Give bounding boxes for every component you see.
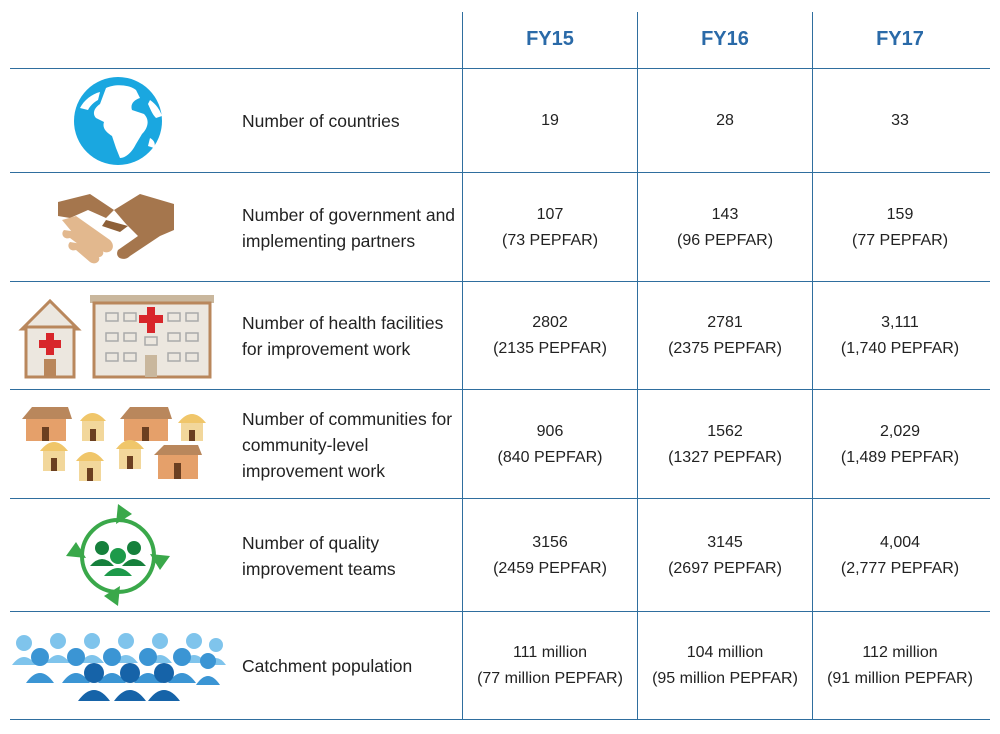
cell-subvalue: (1327 PEPFAR) xyxy=(668,448,782,466)
cell-value: 2802 xyxy=(532,314,568,331)
table-rule xyxy=(10,719,990,720)
cell-subvalue: (1,489 PEPFAR) xyxy=(840,448,960,466)
table-cell xyxy=(813,70,987,172)
table-cell xyxy=(813,174,987,281)
table-cell xyxy=(638,283,812,389)
table-cell xyxy=(463,613,637,719)
table-rule xyxy=(10,389,990,390)
cell-subvalue: (2697 PEPFAR) xyxy=(668,559,782,577)
cell-value: 19 xyxy=(541,112,559,129)
cell-value: 2781 xyxy=(707,314,743,331)
row-label: Number of quality improvement teams xyxy=(242,532,396,579)
cell-subvalue: (1,740 PEPFAR) xyxy=(840,340,960,357)
cell-subvalue: (2,777 PEPFAR) xyxy=(840,559,960,577)
cell-subvalue: (91 million PEPFAR) xyxy=(827,670,973,687)
cell-value: 3156 xyxy=(532,533,568,551)
table-rule xyxy=(10,611,990,612)
table-cell xyxy=(638,500,812,611)
table-cell xyxy=(463,391,637,498)
row-label: Catchment population xyxy=(242,656,413,676)
cell-value: 143 xyxy=(711,205,739,223)
cell-value: 111 million xyxy=(512,644,588,661)
cell-subvalue: (2375 PEPFAR) xyxy=(668,340,782,357)
cell-subvalue: (96 PEPFAR) xyxy=(676,231,774,249)
cell-value: 28 xyxy=(716,112,734,129)
health-facility-icon xyxy=(10,293,228,381)
cell-value: 107 xyxy=(536,205,564,223)
globe-icon xyxy=(10,74,228,168)
cell-value: 112 million xyxy=(862,644,938,661)
table-cell xyxy=(813,283,987,389)
table-row xyxy=(10,283,990,389)
cell-subvalue: (840 PEPFAR) xyxy=(497,448,603,466)
cell-value: 3145 xyxy=(707,533,743,551)
table-cell xyxy=(638,70,812,172)
table-row xyxy=(10,613,990,719)
table-rule xyxy=(10,172,990,173)
cell-value: 1562 xyxy=(707,422,743,440)
cell-subvalue: (2135 PEPFAR) xyxy=(493,340,607,357)
table-rule xyxy=(10,498,990,499)
table-rule xyxy=(10,281,990,282)
cell-value: 104 million xyxy=(686,644,764,661)
row-label: Number of communities for community-level improvement work xyxy=(242,408,453,481)
cell-value: 3,111 xyxy=(881,314,919,331)
cell-value: 2,029 xyxy=(879,422,921,440)
cell-subvalue: (77 million PEPFAR) xyxy=(477,670,623,687)
table-cell xyxy=(638,174,812,281)
table-cell xyxy=(813,613,987,719)
table-rule xyxy=(10,68,990,69)
cell-value: 4,004 xyxy=(879,533,921,551)
column-header-fy17: FY17 xyxy=(876,28,924,50)
cell-subvalue: (95 million PEPFAR) xyxy=(652,670,798,687)
crowd-icon xyxy=(10,631,228,701)
table-cell xyxy=(463,283,637,389)
column-header-fy16: FY16 xyxy=(701,28,749,50)
table-row xyxy=(10,174,990,281)
cell-value: 33 xyxy=(891,112,909,129)
column-header-fy15: FY15 xyxy=(526,28,574,50)
table-row xyxy=(10,391,990,498)
row-label: Number of countries xyxy=(242,111,400,131)
table-row xyxy=(10,500,990,611)
table-cell xyxy=(813,500,987,611)
handshake-icon xyxy=(10,180,228,275)
cell-subvalue: (77 PEPFAR) xyxy=(851,231,949,249)
table-cell xyxy=(463,70,637,172)
cell-value: 906 xyxy=(536,422,564,440)
table-row xyxy=(10,70,990,172)
table-cell xyxy=(638,613,812,719)
cell-subvalue: (73 PEPFAR) xyxy=(501,231,599,249)
table-cell xyxy=(463,174,637,281)
cell-value: 159 xyxy=(886,205,914,223)
cell-subvalue: (2459 PEPFAR) xyxy=(493,559,607,577)
village-huts-icon xyxy=(10,403,228,487)
team-cycle-icon xyxy=(10,504,228,606)
table-cell xyxy=(813,391,987,498)
table-cell xyxy=(638,391,812,498)
table-cell xyxy=(463,500,637,611)
row-label: Number of government and implementing partners xyxy=(242,204,456,251)
row-label: Number of health facilities for improvement work xyxy=(242,313,444,359)
